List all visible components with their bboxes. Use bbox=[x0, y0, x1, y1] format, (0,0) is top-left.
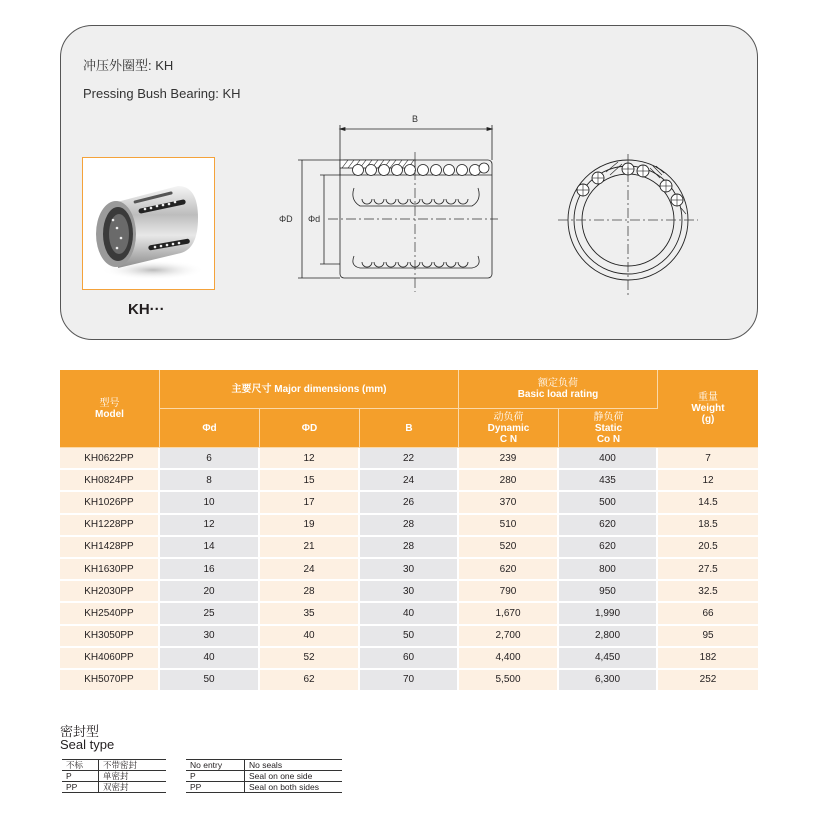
model-cell: KH3050PP bbox=[60, 626, 160, 648]
seal-table-english bbox=[186, 759, 342, 793]
weight-cell: 7 bbox=[658, 448, 758, 470]
weight-cell: 18.5 bbox=[658, 515, 758, 537]
header-static-load: 静负荷 Static Co N bbox=[559, 409, 658, 448]
inner-diameter-cell: 12 bbox=[160, 515, 260, 537]
seal-title-english: Seal type bbox=[60, 737, 115, 752]
seal-row: 不标 不带密封 bbox=[62, 760, 166, 771]
model-cell: KH2030PP bbox=[60, 581, 160, 603]
header-length: B bbox=[360, 409, 459, 448]
inner-diameter-cell: 30 bbox=[160, 626, 260, 648]
model-cell: KH4060PP bbox=[60, 648, 160, 670]
table-row bbox=[60, 670, 758, 692]
spec-table bbox=[60, 370, 758, 692]
outer-diameter-cell: 40 bbox=[260, 626, 360, 648]
length-cell: 28 bbox=[360, 537, 459, 559]
weight-cell: 32.5 bbox=[658, 581, 758, 603]
seal-row: PP Seal on both sides bbox=[186, 782, 342, 793]
seal-row: P Seal on one side bbox=[186, 771, 342, 782]
bearing-end-view-drawing bbox=[550, 120, 720, 300]
table-row bbox=[60, 603, 758, 625]
dynamic-load-cell: 790 bbox=[459, 581, 559, 603]
dynamic-load-cell: 4,400 bbox=[459, 648, 559, 670]
inner-diameter-cell: 14 bbox=[160, 537, 260, 559]
table-row bbox=[60, 537, 758, 559]
model-cell: KH0824PP bbox=[60, 470, 160, 492]
weight-cell: 12 bbox=[658, 470, 758, 492]
dynamic-load-cell: 1,670 bbox=[459, 603, 559, 625]
inner-diameter-cell: 20 bbox=[160, 581, 260, 603]
weight-cell: 66 bbox=[658, 603, 758, 625]
inner-diameter-cell: 8 bbox=[160, 470, 260, 492]
table-row bbox=[60, 581, 758, 603]
outer-diameter-cell: 15 bbox=[260, 470, 360, 492]
seal-row: No entry No seals bbox=[186, 760, 342, 771]
static-load-cell: 620 bbox=[559, 515, 658, 537]
table-row bbox=[60, 515, 758, 537]
spec-table-body bbox=[60, 448, 758, 692]
outer-diameter-cell: 12 bbox=[260, 448, 360, 470]
bearing-section-drawing bbox=[270, 100, 510, 300]
bearing-photo-icon bbox=[83, 158, 213, 288]
inner-diameter-cell: 25 bbox=[160, 603, 260, 625]
header-inner-diameter: Φd bbox=[160, 409, 260, 448]
header-outer-diameter: ΦD bbox=[260, 409, 360, 448]
dynamic-load-cell: 239 bbox=[459, 448, 559, 470]
static-load-cell: 620 bbox=[559, 537, 658, 559]
dynamic-load-cell: 280 bbox=[459, 470, 559, 492]
outer-diameter-cell: 52 bbox=[260, 648, 360, 670]
outer-diameter-cell: 19 bbox=[260, 515, 360, 537]
static-load-cell: 4,450 bbox=[559, 648, 658, 670]
static-load-cell: 500 bbox=[559, 492, 658, 514]
length-cell: 30 bbox=[360, 559, 459, 581]
length-cell: 26 bbox=[360, 492, 459, 514]
model-cell: KH0622PP bbox=[60, 448, 160, 470]
header-basic-load-rating: 额定负荷 Basic load rating bbox=[459, 370, 658, 409]
dimension-d-label: Φd bbox=[308, 214, 321, 224]
outer-diameter-cell: 28 bbox=[260, 581, 360, 603]
inner-diameter-cell: 16 bbox=[160, 559, 260, 581]
inner-diameter-cell: 40 bbox=[160, 648, 260, 670]
model-cell: KH1228PP bbox=[60, 515, 160, 537]
static-load-cell: 6,300 bbox=[559, 670, 658, 692]
dynamic-load-cell: 5,500 bbox=[459, 670, 559, 692]
dynamic-load-cell: 370 bbox=[459, 492, 559, 514]
weight-cell: 252 bbox=[658, 670, 758, 692]
inner-diameter-cell: 10 bbox=[160, 492, 260, 514]
outer-diameter-cell: 21 bbox=[260, 537, 360, 559]
dynamic-load-cell: 2,700 bbox=[459, 626, 559, 648]
length-cell: 24 bbox=[360, 470, 459, 492]
length-cell: 40 bbox=[360, 603, 459, 625]
dynamic-load-cell: 510 bbox=[459, 515, 559, 537]
weight-cell: 20.5 bbox=[658, 537, 758, 559]
length-cell: 28 bbox=[360, 515, 459, 537]
weight-cell: 182 bbox=[658, 648, 758, 670]
length-cell: 70 bbox=[360, 670, 459, 692]
dynamic-load-cell: 520 bbox=[459, 537, 559, 559]
title-chinese: 冲压外圈型: KH bbox=[83, 58, 174, 73]
static-load-cell: 435 bbox=[559, 470, 658, 492]
model-cell: KH5070PP bbox=[60, 670, 160, 692]
outer-diameter-cell: 62 bbox=[260, 670, 360, 692]
header-model: 型号 Model bbox=[60, 370, 160, 448]
table-row bbox=[60, 648, 758, 670]
seal-row: P 单密封 bbox=[62, 771, 166, 782]
static-load-cell: 1,990 bbox=[559, 603, 658, 625]
model-cell: KH1026PP bbox=[60, 492, 160, 514]
model-cell: KH2540PP bbox=[60, 603, 160, 625]
static-load-cell: 2,800 bbox=[559, 626, 658, 648]
model-cell: KH1630PP bbox=[60, 559, 160, 581]
seal-row: PP 双密封 bbox=[62, 782, 166, 793]
table-row bbox=[60, 470, 758, 492]
dimension-B-label: B bbox=[412, 114, 419, 124]
table-row bbox=[60, 448, 758, 470]
header-major-dimensions: 主要尺寸 Major dimensions (mm) bbox=[160, 370, 459, 409]
static-load-cell: 400 bbox=[559, 448, 658, 470]
length-cell: 30 bbox=[360, 581, 459, 603]
weight-cell: 95 bbox=[658, 626, 758, 648]
weight-cell: 14.5 bbox=[658, 492, 758, 514]
static-load-cell: 950 bbox=[559, 581, 658, 603]
length-cell: 22 bbox=[360, 448, 459, 470]
seal-title-chinese: 密封型 bbox=[60, 724, 100, 739]
table-row bbox=[60, 559, 758, 581]
product-photo bbox=[82, 157, 215, 290]
title-english: Pressing Bush Bearing: KH bbox=[83, 86, 241, 101]
dynamic-load-cell: 620 bbox=[459, 559, 559, 581]
product-caption: KH··· bbox=[128, 301, 165, 318]
table-row bbox=[60, 492, 758, 514]
outer-diameter-cell: 17 bbox=[260, 492, 360, 514]
length-cell: 50 bbox=[360, 626, 459, 648]
seal-table-chinese bbox=[62, 759, 166, 793]
static-load-cell: 800 bbox=[559, 559, 658, 581]
header-dynamic-load: 动负荷 Dynamic C N bbox=[459, 409, 559, 448]
outer-diameter-cell: 24 bbox=[260, 559, 360, 581]
inner-diameter-cell: 50 bbox=[160, 670, 260, 692]
header-weight: 重量 Weight (g) bbox=[658, 370, 758, 448]
dimension-D-label: ΦD bbox=[279, 214, 293, 224]
table-row bbox=[60, 626, 758, 648]
length-cell: 60 bbox=[360, 648, 459, 670]
outer-diameter-cell: 35 bbox=[260, 603, 360, 625]
inner-diameter-cell: 6 bbox=[160, 448, 260, 470]
weight-cell: 27.5 bbox=[658, 559, 758, 581]
model-cell: KH1428PP bbox=[60, 537, 160, 559]
